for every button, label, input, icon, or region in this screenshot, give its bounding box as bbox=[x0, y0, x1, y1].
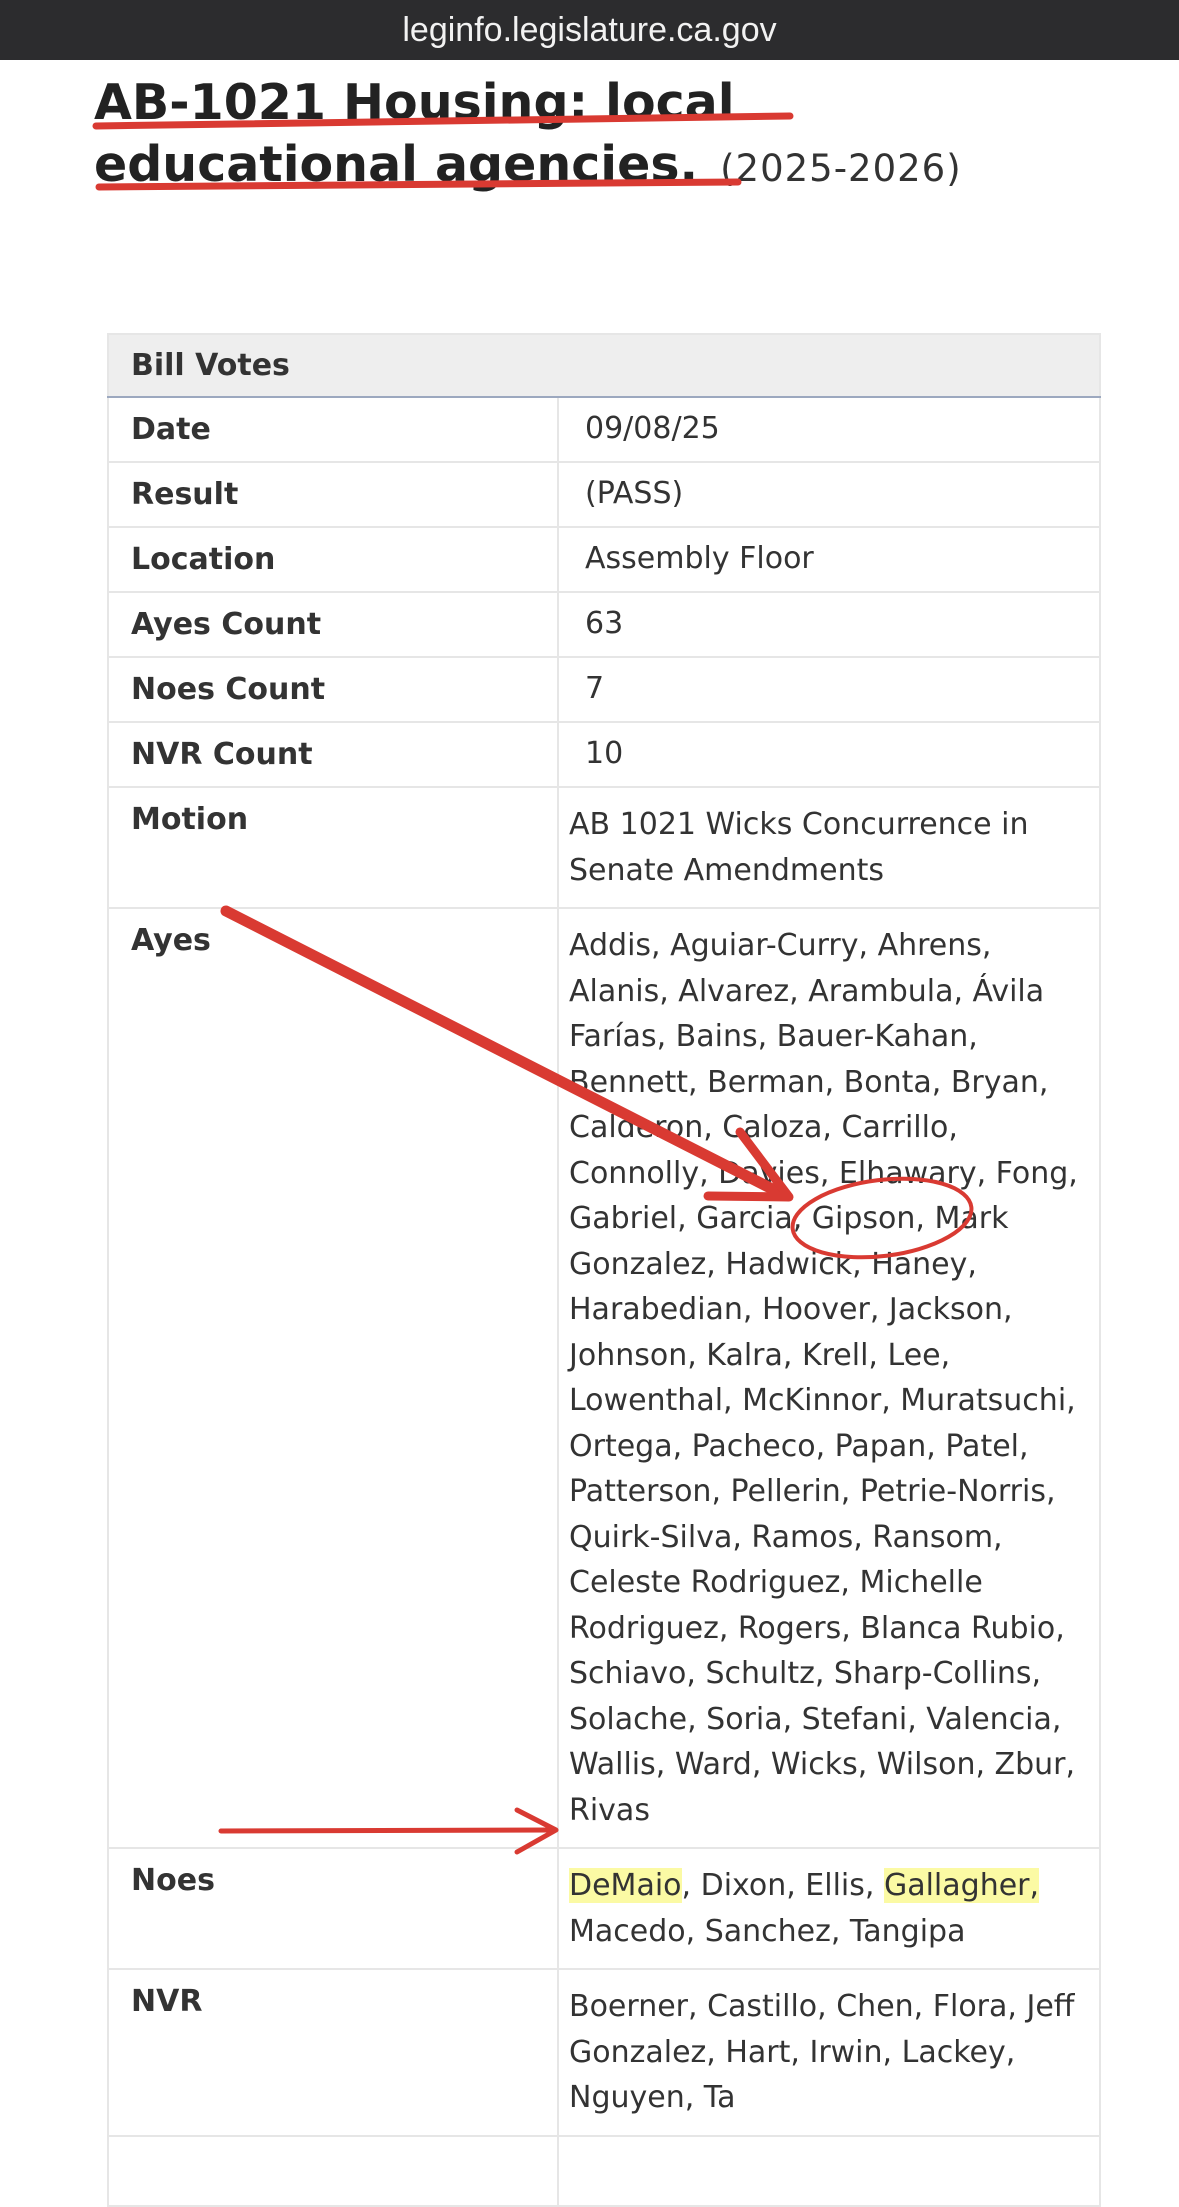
url-text: leginfo.legislature.ca.gov bbox=[402, 10, 777, 49]
ayes-circled-name: Hadwick, bbox=[725, 1246, 862, 1282]
date-label: Date bbox=[108, 397, 558, 462]
noes-count-label: Noes Count bbox=[108, 657, 558, 722]
table-row bbox=[108, 1848, 1100, 1969]
table-row bbox=[108, 592, 1100, 657]
bill-session: (2025-2026) bbox=[720, 147, 962, 190]
noes-list-rest: Macedo, Sanchez, Tangipa bbox=[569, 1913, 966, 1949]
bill-title-line1: AB-1021 Housing: local bbox=[94, 74, 735, 131]
table-row bbox=[108, 657, 1100, 722]
nvr-list: Boerner, Castillo, Chen, Flora, Jeff Gonzalez, Hart, Irwin, Lackey, Nguyen, Ta bbox=[558, 1969, 1100, 2136]
motion-label: Motion bbox=[108, 787, 558, 908]
votes-header-row bbox=[108, 334, 1100, 397]
ayes-list-part2: Haney, Harabedian, Hoover, Jackson, Johnson, Kalra, Krell, Lee, Lowenthal, McKinnor, Muratsuchi, Ortega, Pacheco, Papan, Patel, Patterson, Pellerin, Petrie-Norris, Quirk-Silva, Ramos, Ransom, Celeste Rodriguez, Michelle Rodriguez, Rogers, Blanca Rubio, Schiavo, Schultz, Sharp-Collins, Solache, Soria, Stefani, Valencia, Wallis, Ward, Wicks, Wilson, Zbur, Rivas bbox=[569, 1246, 1076, 1828]
noes-list-mid: , Dixon, Ellis, bbox=[681, 1868, 875, 1903]
noes-count-value: 7 bbox=[558, 657, 1100, 722]
table-row bbox=[108, 787, 1100, 908]
table-row bbox=[108, 1969, 1100, 2136]
result-label: Result bbox=[108, 462, 558, 527]
result-value: (PASS) bbox=[558, 462, 1100, 527]
motion-value: AB 1021 Wicks Concurrence in Senate Amendments bbox=[558, 787, 1100, 908]
noes-highlight-gallagher: Gallagher, bbox=[883, 1868, 1040, 1903]
ayes-list-part1: Addis, Aguiar-Curry, Ahrens, Alanis, Alvarez, Arambula, Ávila Farías, Bains, Bauer-Kahan, Bennett, Berman, Bonta, Bryan, Calderon, Caloza, Carrillo, Connolly, Davies, Elhawary, Fong, Gabriel, Garcia, Gipson, Mark Gonzalez, bbox=[569, 928, 1078, 1282]
nvr-count-label: NVR Count bbox=[108, 722, 558, 787]
location-label: Location bbox=[108, 527, 558, 592]
location-value: Assembly Floor bbox=[558, 527, 1100, 592]
table-row bbox=[108, 527, 1100, 592]
bill-title-line2-wrap bbox=[94, 134, 1094, 200]
table-row bbox=[108, 908, 1100, 1848]
noes-highlight-demaio: DeMaio bbox=[569, 1868, 682, 1903]
table-row bbox=[108, 397, 1100, 462]
table-row bbox=[108, 722, 1100, 787]
noes-label: Noes bbox=[108, 1848, 558, 1969]
bill-title-line2: educational agencies. bbox=[94, 136, 699, 193]
nvr-label: NVR bbox=[108, 1969, 558, 2136]
table-row bbox=[108, 462, 1100, 527]
ayes-label: Ayes bbox=[108, 908, 558, 1848]
table-row-empty bbox=[108, 2136, 1100, 2206]
bill-title bbox=[94, 72, 1094, 200]
noes-list bbox=[558, 1848, 1100, 1969]
ayes-count-label: Ayes Count bbox=[108, 592, 558, 657]
date-value: 09/08/25 bbox=[558, 397, 1100, 462]
nvr-count-value: 10 bbox=[558, 722, 1100, 787]
votes-header: Bill Votes bbox=[108, 334, 1100, 397]
ayes-list bbox=[558, 908, 1100, 1848]
bill-votes-table bbox=[107, 333, 1101, 2207]
ayes-count-value: 63 bbox=[558, 592, 1100, 657]
browser-url-bar[interactable] bbox=[0, 0, 1179, 60]
